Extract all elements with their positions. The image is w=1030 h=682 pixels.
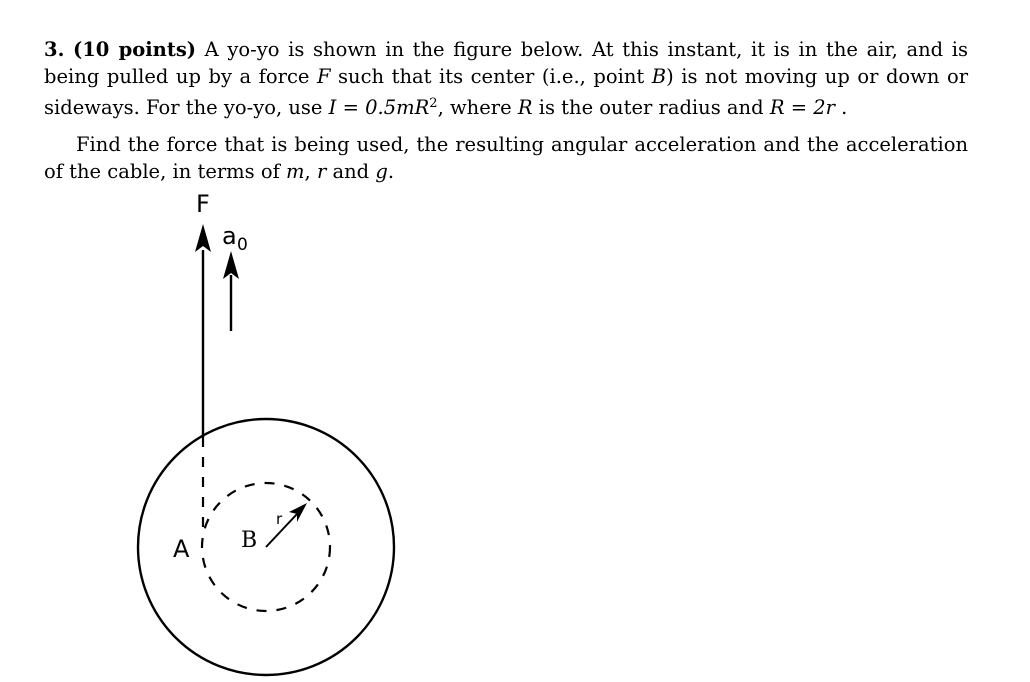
acceleration-arrowhead: [223, 251, 239, 279]
acceleration-subscript: 0: [237, 235, 248, 255]
variable-r: r: [316, 160, 327, 183]
variable-g: g: [375, 160, 388, 183]
point-symbol: B: [651, 65, 667, 88]
variable-m: m: [286, 160, 305, 183]
and-word: and: [332, 160, 370, 183]
point-b-label: B: [241, 528, 258, 553]
problem-points: (10 points): [73, 38, 197, 61]
problem-number: 3.: [44, 38, 65, 61]
point-a-label: A: [173, 535, 190, 563]
outer-radius-symbol: R: [517, 96, 533, 119]
question-start: Find the force that is being used, the resulting angular acceleration and the acceleration of the cable, in terms of: [44, 133, 968, 183]
problem-intro-cont2: ) is not moving up or down or sideways. For the yo-yo, use: [44, 65, 969, 119]
comma-separator: ,: [304, 160, 311, 183]
radius-description: is the outer radius and: [538, 96, 764, 119]
force-label: F: [196, 190, 210, 218]
acceleration-label: a: [222, 222, 237, 250]
force-symbol: F: [316, 65, 331, 88]
problem-intro: A yo-yo is shown in the figure below. At this instant, it is in the air, and is being pulled up by a force: [44, 38, 968, 88]
radius-label: r: [276, 510, 283, 528]
force-arrowhead: [195, 224, 211, 252]
inertia-formula: I = 0.5mR: [328, 96, 430, 119]
radius-text: , where: [437, 96, 512, 119]
question-end: .: [387, 160, 395, 183]
radius-relation: R = 2r: [769, 96, 835, 119]
inertia-exponent: 2: [429, 96, 438, 111]
radius-end: .: [841, 96, 848, 119]
problem-intro-cont: such that its center (i.e., point: [338, 65, 645, 88]
